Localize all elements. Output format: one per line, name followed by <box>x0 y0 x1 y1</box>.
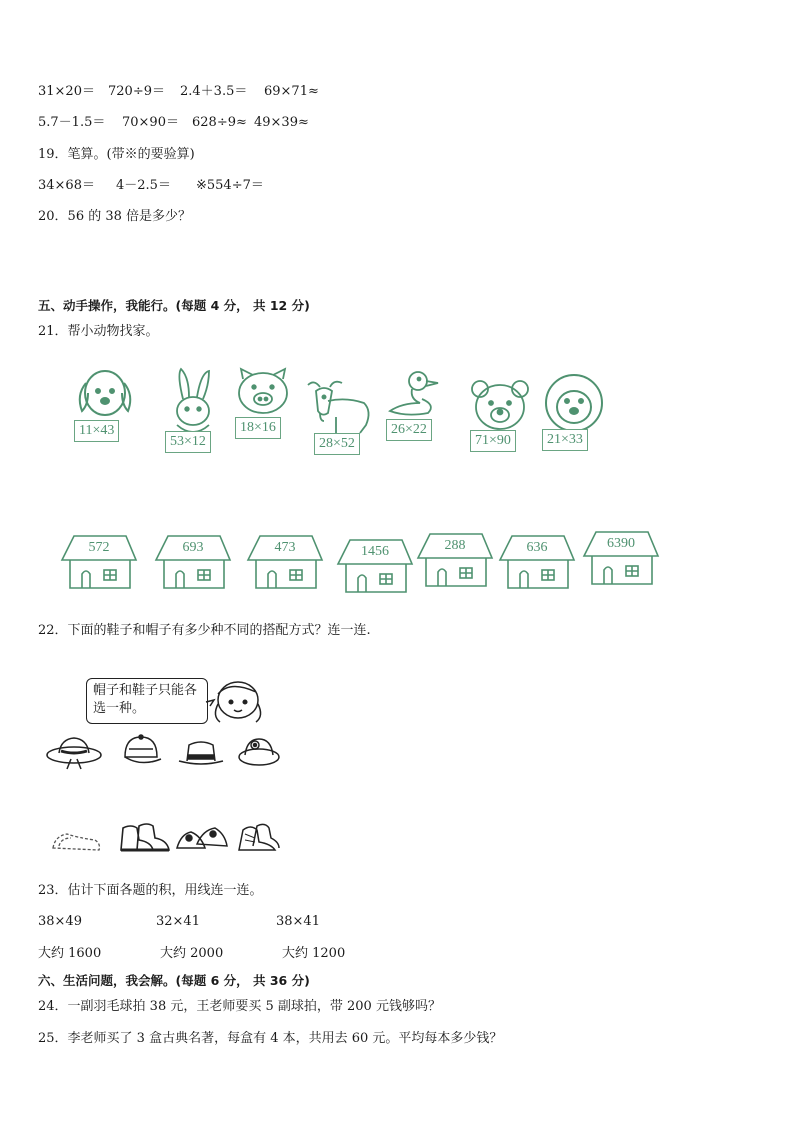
house[interactable] <box>336 534 414 594</box>
animal-expression: 53×12 <box>165 431 211 453</box>
house-icon <box>336 534 414 594</box>
q23-expression[interactable]: 38×41 <box>276 914 320 929</box>
rabbit-figure[interactable] <box>163 367 225 457</box>
rabbit-icon <box>163 367 225 439</box>
question-19: 19．笔算。(带※的要验算) <box>38 147 195 162</box>
oral-calc-row-1 <box>38 84 319 100</box>
house[interactable] <box>246 530 324 590</box>
house-icon <box>416 528 494 588</box>
hats-row <box>45 733 295 778</box>
shoes-row <box>45 820 295 865</box>
house-number: 6390 <box>607 536 635 551</box>
q23-estimates <box>38 946 345 962</box>
fedora-icon[interactable] <box>177 737 225 769</box>
sandals-icon[interactable] <box>175 822 229 856</box>
house-number: 473 <box>274 540 296 555</box>
animals-row <box>70 365 630 460</box>
animal-expression: 11×43 <box>74 420 119 442</box>
house-icon <box>498 530 576 590</box>
house-icon <box>582 526 660 586</box>
animal-expression: 28×52 <box>314 433 360 455</box>
house[interactable] <box>416 528 494 588</box>
houses-row <box>60 530 670 600</box>
calc-item: 70×90＝ <box>122 115 179 130</box>
sun-hat-icon[interactable] <box>45 733 103 771</box>
monkey-icon <box>538 373 610 433</box>
speech-bubble: 帽子和鞋子只能各选一种。 <box>86 678 208 724</box>
calc-item: 49×39≈ <box>254 115 309 130</box>
house[interactable] <box>498 530 576 590</box>
q23-expression[interactable]: 38×49 <box>38 914 82 929</box>
cap-icon[interactable] <box>119 733 163 769</box>
animal-expression: 71×90 <box>470 430 516 452</box>
q23-estimate[interactable]: 大约 1200 <box>282 946 346 961</box>
q19-items <box>38 178 264 194</box>
question-24: 24．一副羽毛球拍 38 元，王老师要买 5 副球拍，带 200 元钱够吗？ <box>38 999 441 1014</box>
q23-estimate[interactable]: 大约 2000 <box>160 946 224 961</box>
house-number: 636 <box>526 540 548 555</box>
house-number: 693 <box>182 540 204 555</box>
calc-item: 5.7－1.5＝ <box>38 115 106 130</box>
goat-figure[interactable] <box>306 377 378 459</box>
sneakers-icon[interactable] <box>51 826 103 856</box>
calc-item: 2.4＋3.5＝ <box>180 84 248 99</box>
house-number: 288 <box>444 538 466 553</box>
bear-icon <box>468 377 532 433</box>
animal-expression: 18×16 <box>235 417 281 439</box>
house-icon <box>246 530 324 590</box>
bear-figure[interactable] <box>468 377 532 457</box>
animal-expression: 26×22 <box>386 419 432 441</box>
high-tops-icon[interactable] <box>235 820 281 856</box>
girl-icon <box>200 676 270 728</box>
calc-item: ※554÷7＝ <box>196 178 264 193</box>
house-number: 1456 <box>361 544 389 559</box>
question-22: 22．下面的鞋子和帽子有多少种不同的搭配方式？连一连. <box>38 623 371 638</box>
animal-expression: 21×33 <box>542 429 588 451</box>
calc-item: 4－2.5＝ <box>116 178 171 193</box>
q23-expressions <box>38 914 320 930</box>
section-6-heading: 六、生活问题，我会解。(每题 6 分， 共 36 分) <box>38 973 310 988</box>
house[interactable] <box>60 530 138 590</box>
pig-icon <box>233 367 298 417</box>
monkey-figure[interactable] <box>538 373 610 453</box>
house-number: 572 <box>88 540 110 555</box>
house[interactable] <box>582 526 660 586</box>
duck-icon <box>382 369 452 419</box>
duck-figure[interactable] <box>382 369 452 449</box>
calc-item: 69×71≈ <box>264 84 319 99</box>
section-5-heading: 五、动手操作，我能行。(每题 4 分， 共 12 分) <box>38 298 310 313</box>
goat-icon <box>306 377 378 435</box>
boots-icon[interactable] <box>117 820 171 856</box>
house-icon <box>60 530 138 590</box>
house[interactable] <box>154 530 232 590</box>
calc-item: 31×20＝ <box>38 84 95 99</box>
question-25: 25．李老师买了 3 盒古典名著，每盒有 4 本，共用去 60 元。平均每本多少钱？ <box>38 1031 503 1046</box>
house-icon <box>154 530 232 590</box>
dog-icon <box>70 365 140 425</box>
question-20: 20．56 的 38 倍是多少？ <box>38 209 192 224</box>
q23-expression[interactable]: 32×41 <box>156 914 200 929</box>
q23-estimate[interactable]: 大约 1600 <box>38 946 102 961</box>
flower-hat-icon[interactable] <box>237 733 281 769</box>
question-21: 21．帮小动物找家。 <box>38 324 159 339</box>
question-23: 23．估计下面各题的积，用线连一连。 <box>38 883 263 898</box>
oral-calc-row-2 <box>38 115 309 131</box>
dog-figure[interactable] <box>70 365 140 445</box>
pig-figure[interactable] <box>233 367 298 442</box>
calc-item: 34×68＝ <box>38 178 95 193</box>
calc-item: 720÷9＝ <box>108 84 165 99</box>
calc-item: 628÷9≈ <box>192 115 247 130</box>
